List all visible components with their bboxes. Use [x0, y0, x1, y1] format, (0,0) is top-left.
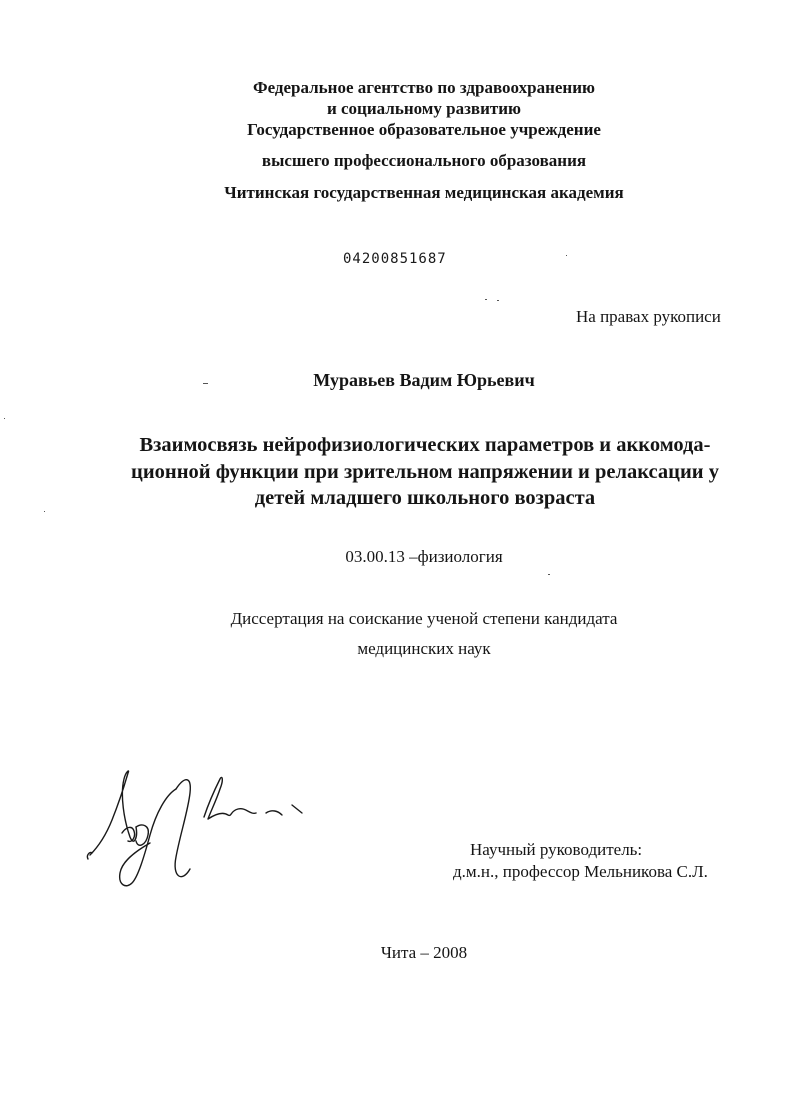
specialty-code: 03.00.13 –физиология: [345, 547, 503, 566]
supervisor-label: Научный руководитель:: [470, 840, 643, 859]
institution-line-1: Государственное образовательное учреждение: [247, 120, 601, 139]
author-signature: [80, 765, 320, 895]
catalog-number: 04200851687: [343, 251, 447, 267]
institution-line-2: высшего профессионального образования: [261, 151, 587, 170]
degree-line-1: Диссертация на соискание ученой степени кандидата: [230, 609, 618, 628]
title-line-3: детей младшего школьного возраста: [254, 487, 596, 509]
scan-speck: [566, 255, 567, 256]
manuscript-rights: На правах рукописи: [576, 307, 721, 326]
scan-speck: [4, 418, 5, 419]
supervisor-name: д.м.н., профессор Мельникова С.Л.: [453, 862, 708, 881]
scan-speck: [485, 299, 487, 300]
author-name: Муравьев Вадим Юрьевич: [313, 370, 535, 390]
ministry-line-2: и социальному развитию: [326, 99, 522, 118]
scan-speck: [497, 300, 499, 301]
place-and-year: Чита – 2008: [380, 943, 468, 962]
scan-speck: [548, 574, 550, 575]
scan-speck: [44, 511, 45, 512]
ministry-line-1: Федеральное агентство по здравоохранению: [252, 78, 596, 97]
title-line-1: Взаимосвязь нейрофизиологических параметров и аккомода-: [139, 434, 711, 456]
degree-line-2: медицинских наук: [357, 639, 491, 658]
academy-name: Читинская государственная медицинская академия: [224, 183, 624, 202]
title-line-2: ционной функции при зрительном напряжении и релаксации у: [131, 461, 719, 483]
scan-speck: [203, 383, 208, 384]
